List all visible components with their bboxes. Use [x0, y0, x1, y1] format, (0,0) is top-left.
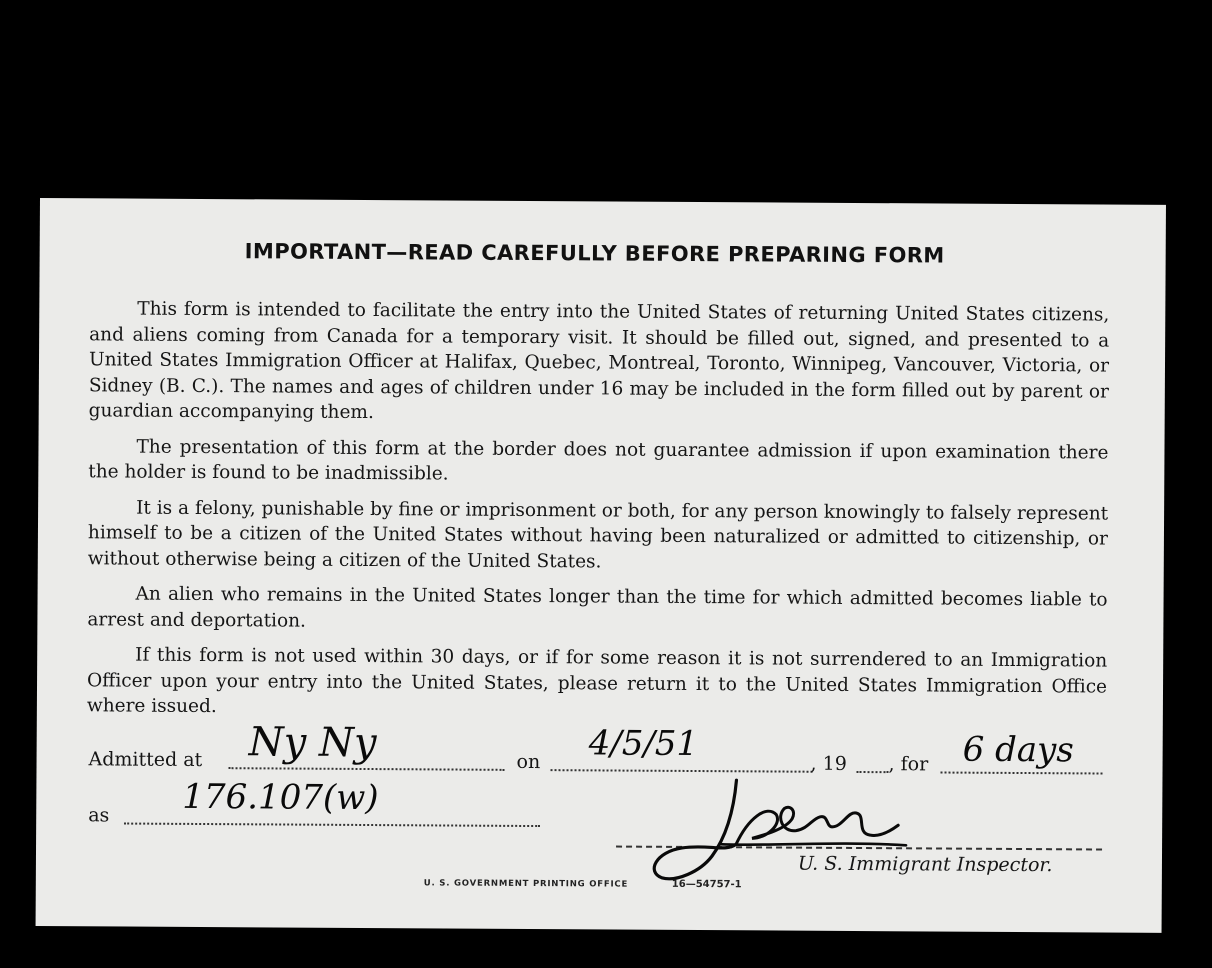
paragraph-return: If this form is not used within 30 days, or if for some reason it is not surrendered to an Immigration Officer upon your entry into the United States, please return it to the United States Immigration Office where issued.	[86, 644, 1108, 718]
admitted-at-label: Admitted at	[88, 748, 203, 772]
printer-imprint: U. S. GOVERNMENT PRINTING OFFICE	[423, 878, 629, 890]
year-line	[857, 771, 889, 773]
on-label: on	[516, 750, 541, 774]
paragraph-deportation: An alien who remains in the United States longer than the time for which admitted becomes liable to arrest and deportation.	[87, 583, 1108, 632]
instructions	[87, 296, 1110, 735]
date-handwriting: 4/5/51	[588, 723, 699, 765]
paragraph-admission: The presentation of this form at the border does not guarantee admission if upon examination there the holder is found to be inadmissible.	[88, 436, 1109, 485]
paragraph-felony: It is a felony, punishable by fine or imprisonment or both, for any person knowingly to falsely represent himself to be a citizen of the United States without having been naturalized or admitted to citizenship, or without otherwise being a citizen of the United States.	[87, 497, 1109, 572]
date-line	[551, 769, 813, 773]
year-label: , 19	[810, 752, 847, 775]
for-label: , for	[888, 753, 929, 776]
immigration-form-card	[36, 198, 1166, 933]
form-number: 16—54757-1	[671, 878, 742, 891]
as-line	[124, 823, 540, 828]
paragraph-purpose: This form is intended to facilitate the entry into the United States of returning United States citizens, and aliens coming from Canada for a temporary visit. It should be filled out, signed, and presented to a United States Immigration Officer at Halifax, Quebec, Montreal, Toronto, Winnipeg, Vancouver, Victoria, or Sidney (B. C.). The names and ages of children under 16 may be included in the form filled out by parent or guardian accompanying them.	[88, 298, 1110, 424]
as-handwriting: 176.107(w)	[182, 776, 379, 819]
form-title: IMPORTANT—READ CAREFULLY BEFORE PREPARING FORM	[244, 239, 945, 268]
as-label: as	[88, 804, 110, 827]
admitted-at-line	[229, 767, 505, 771]
inspector-title: U. S. Immigrant Inspector.	[797, 852, 1053, 877]
duration-line	[941, 772, 1103, 775]
duration-handwriting: 6 days	[962, 729, 1074, 771]
admitted-at-handwriting: Ny Ny	[248, 719, 377, 767]
inspector-signature	[616, 774, 917, 896]
